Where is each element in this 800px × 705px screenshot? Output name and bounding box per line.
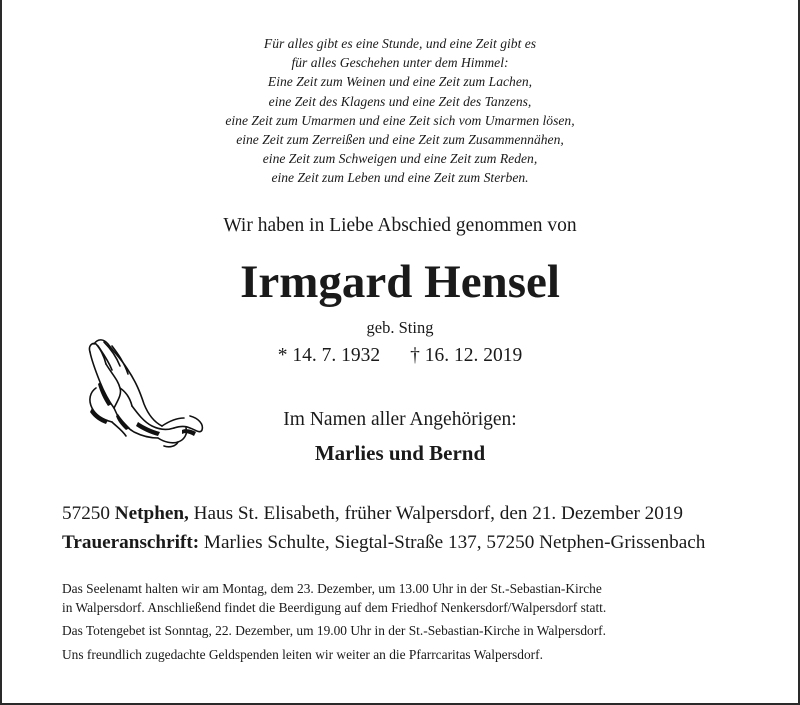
poem-line: eine Zeit zum Leben und eine Zeit zum Sterben. [271, 170, 529, 186]
poem-line: Eine Zeit zum Weinen und eine Zeit zum Lachen, [267, 74, 533, 90]
death-date: † 16. 12. 2019 [410, 345, 523, 366]
birth-date: * 14. 7. 1932 [277, 345, 381, 366]
address-label: Traueranschrift: [62, 532, 200, 553]
signoff-text: Im Namen aller Angehörigen: [283, 409, 517, 430]
poem-line: Für alles gibt es eine Stunde, und eine Zeit gibt es [263, 36, 537, 51]
maiden-name: geb. Sting [366, 318, 434, 337]
intro-text: Wir haben in Liebe Abschied genommen von [223, 215, 577, 236]
service-notes [62, 580, 782, 664]
address-value: Marlies Schulte, Siegtal-Straße 137, 57250 Netphen-Grissenbach [203, 532, 706, 553]
poem-line: eine Zeit zum Zerreißen und eine Zeit zum Zusammennähen, [236, 132, 564, 148]
city: Netphen, [114, 503, 189, 524]
requiem-line: in Walpersdorf. Anschließend findet die Beerdigung auf dem Friedhof Nenkersdorf/Walpersdorf statt. [62, 599, 607, 615]
postal-code: 57250 [62, 503, 110, 524]
praying-hands-icon [78, 330, 208, 450]
place-and-date [62, 503, 683, 525]
poem-line: für alles Geschehen unter dem Himmel: [291, 55, 509, 71]
poem [2, 34, 798, 188]
mourning-address [62, 532, 705, 554]
signers: Marlies und Bernd [314, 441, 486, 465]
requiem-line: Das Seelenamt halten wir am Montag, dem 23. Dezember, um 13.00 Uhr in der St.-Sebastian-Kirche [62, 581, 602, 596]
prayer-line: Das Totengebet ist Sonntag, 22. Dezember, um 19.00 Uhr in der St.-Sebastian-Kirche in Walpersdorf. [62, 623, 606, 638]
donation-line: Uns freundlich zugedachte Geldspenden leiten wir weiter an die Pfarrcaritas Walpersdorf. [62, 646, 543, 662]
poem-line: eine Zeit zum Schweigen und eine Zeit zum Reden, [262, 151, 538, 167]
poem-line: eine Zeit des Klagens und eine Zeit des Tanzens, [268, 93, 532, 109]
deceased-name: Irmgard Hensel [240, 256, 560, 308]
place-details: Haus St. Elisabeth, früher Walpersdorf, den 21. Dezember 2019 [193, 503, 684, 524]
poem-line: eine Zeit zum Umarmen und eine Zeit sich vom Umarmen lösen, [225, 112, 575, 128]
